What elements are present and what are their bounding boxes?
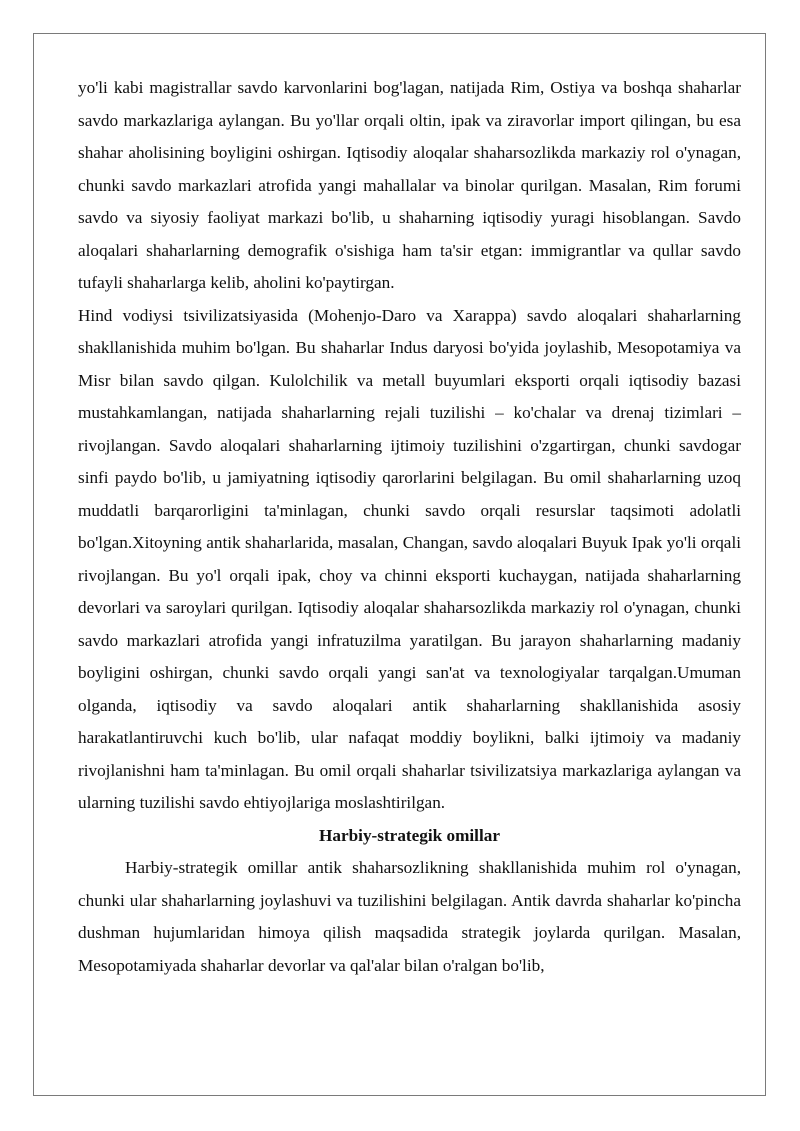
paragraph-military-strategic: Harbiy-strategik omillar antik shaharsozlikning shakllanishida muhim rol o'ynagan, chunki ular shaharlarning joylashuvi va tuzilishini belgilagan. Antik davrda shaharlar ko'pincha dushman hujumlaridan himoya qilish maqsadida strategik joylarda qurilgan. Masalan, Mesopotamiyada shaharlar devorlar va qal'alar bilan o'ralgan bo'lib, [78, 858, 741, 975]
paragraph-indus-china-trade: Hind vodiysi tsivilizatsiyasida (Mohenjo-Daro va Xarappa) savdo aloqalari shaharlarning shakllanishida muhim bo'lgan. Bu shaharlar Indus daryosi bo'yida joylashib, Mesopotamiya va Misr bilan savdo qilgan. Kulolchilik va metall buyumlari eksporti orqali iqtisodiy bazasi mustahkamlangan, natijada shaharlarning rejali tuzilishi – ko'chalar va drenaj tizimlari – rivojlangan. Savdo aloqalari shaharlarning ijtimoiy tuzilishini o'zgartirgan, chunki savdogar sinfi paydo bo'lib, u jamiyatning iqtisodiy qarorlarini belgilagan. Bu omil shaharlarning uzoq muddatli barqarorligini ta'minlagan, chunki savdo orqali resurslar taqsimoti adolatli bo'lgan.Xitoyning antik shaharlarida, masalan, Changan, savdo aloqalari Buyuk Ipak yo'li orqali rivojlangan. Bu yo'l orqali ipak, choy va chinni eksporti kuchaygan, natijada shaharlarning devorlari va saroylari qurilgan. Iqtisodiy aloqalar shaharsozlikda markaziy rol o'ynagan, chunki savdo markazlari atrofida yangi infratuzilma yaratilgan. Bu jarayon shaharlarning madaniy boyligini oshirgan, chunki savdo orqali yangi san'at va texnologiyalar tarqalgan.Umuman olganda, iqtisodiy va savdo aloqalari antik shaharlarning shakllanishida asosiy harakatlantiruvchi kuch bo'lib, ular nafaqat moddiy boylikni, balki ijtimoiy va madaniy rivojlanishni ham ta'minlagan. Bu omil orqali shaharlar tsivilizatsiya markazlariga aylangan va ularning tuzilishi savdo ehtiyojlariga moslashtirilgan. [78, 305, 741, 812]
paragraph-trade-routes: yo'li kabi magistrallar savdo karvonlarini bog'lagan, natijada Rim, Ostiya va boshqa shaharlar savdo markazlariga aylangan. Bu yo'llar orqali oltin, ipak va ziravorlar import qilingan, bu esa shahar aholisining boyligini oshirgan. Iqtisodiy aloqalar shaharsozlikda markaziy rol o'ynagan, chunki savdo markazlari atrofida yangi mahallalar va binolar qurilgan. Masalan, Rim forumi savdo va siyosiy faoliyat markazi bo'lib, u shaharning iqtisodiy yuragi hisoblangan. Savdo aloqalari shaharlarning demografik o'sishiga ham ta'sir etgan: immigrantlar va qullar savdo tufayli shaharlarga kelib, aholini ko'paytirgan. [78, 78, 741, 292]
document-body [78, 72, 741, 982]
section-heading: Harbiy-strategik omillar [319, 825, 500, 845]
